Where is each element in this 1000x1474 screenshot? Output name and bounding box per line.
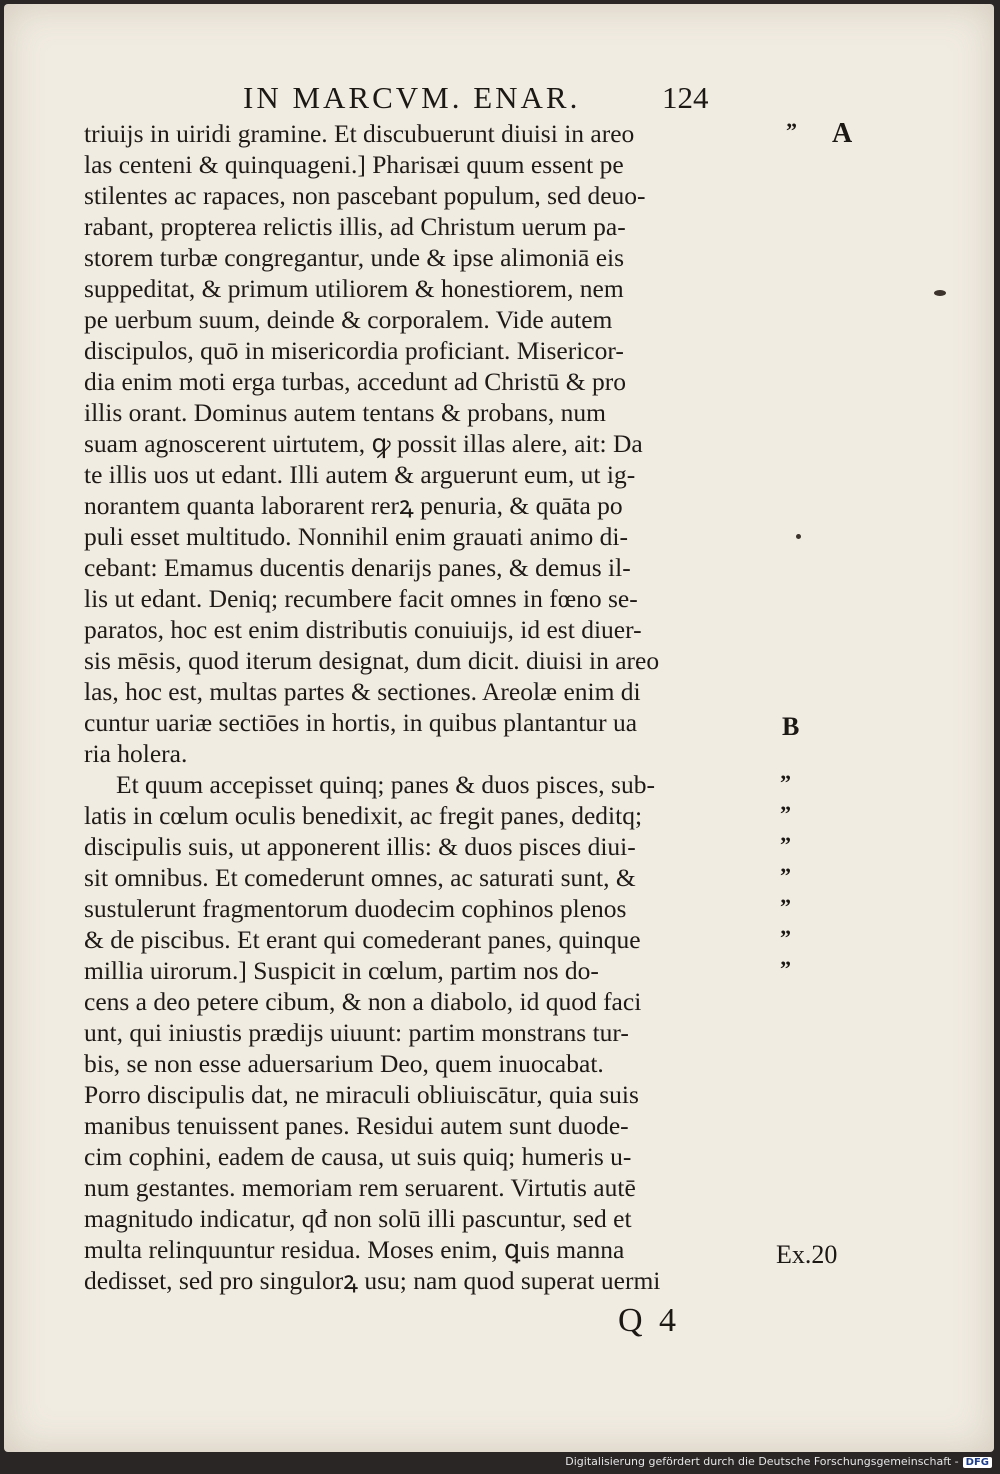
- text-line: millia uirorum.] Suspicit in cœlum, partim nos do-: [84, 956, 599, 985]
- text-line: las centeni & quinquageni.] Pharisæi quum essent pe: [84, 150, 624, 179]
- text-line: dedisset, sed pro singulorꝝ usu; nam quod superat uermi: [84, 1266, 661, 1295]
- ink-spot: [796, 534, 801, 539]
- text-line: suppeditat, & primum utiliorem & honestiorem, nem: [84, 274, 624, 303]
- text-line: lis ut edant. Deniq; recumbere facit omnes in fœno se-: [84, 584, 638, 613]
- quote-mark: ”: [780, 894, 792, 919]
- quote-mark: ”: [780, 832, 792, 857]
- text-line: ria holera.: [84, 739, 188, 768]
- text-line: storem turbæ congregantur, unde & ipse alimoniā eis: [84, 243, 625, 272]
- text-line: dia enim moti erga turbas, accedunt ad Christū & pro: [84, 367, 626, 396]
- quote-mark: ”: [780, 770, 792, 795]
- text-line: cuntur uariæ sectiōes in hortis, in quibus plantantur ua: [84, 708, 638, 737]
- digitization-credit: [565, 1455, 992, 1468]
- text-line: discipulis suis, ut apponerent illis: & duos pisces diui-: [84, 832, 636, 861]
- margin-letter-a: A: [832, 118, 853, 149]
- ink-spot: [934, 290, 946, 296]
- text-line: te illis uos ut edant. Illi autem & arguerunt eum, ut ig-: [84, 460, 636, 489]
- text-line: puli esset multitudo. Nonnihil enim grauati animo di-: [84, 522, 628, 551]
- text-line: suam agnoscerent uirtutem, ꝙ possit illas alere, ait: Da: [84, 429, 643, 458]
- text-line: cim cophini, eadem de causa, ut suis quiq; humeris u-: [84, 1142, 632, 1171]
- text-line: & de piscibus. Et erant qui comederant panes, quinque: [84, 925, 641, 954]
- credit-text: Digitalisierung gefördert durch die Deutsche Forschungsgemeinschaft -: [565, 1455, 959, 1468]
- text-line: pe uerbum suum, deinde & corporalem. Vide autem: [84, 305, 613, 334]
- text-line: bis, se non esse aduersarium Deo, quem inuocabat.: [84, 1049, 604, 1078]
- text-line: unt, qui iniustis prædijs uiuunt: partim monstrans tur-: [84, 1018, 629, 1047]
- text-line: paratos, hoc est enim distributis conuiuijs, id est diuer-: [84, 615, 642, 644]
- text-line: manibus tenuissent panes. Residui autem sunt duode-: [84, 1111, 629, 1140]
- text-line: Porro discipulis dat, ne miraculi obliuiscātur, quia suis: [84, 1080, 639, 1109]
- text-line: norantem quanta laborarent rerꝝ penuria, & quāta po: [84, 491, 623, 520]
- dfg-logo: DFG: [963, 1457, 992, 1468]
- text-line: stilentes ac rapaces, non pascebant populum, sed deuo-: [84, 181, 646, 210]
- quote-mark: ”: [780, 863, 792, 888]
- quote-mark: ”: [780, 956, 792, 981]
- quote-mark: ”: [780, 925, 792, 950]
- text-line: triuijs in uiridi gramine. Et discubuerunt diuisi in areo: [84, 119, 635, 148]
- text-line: rabant, propterea relictis illis, ad Christum uerum pa-: [84, 212, 626, 241]
- folio-number: 124: [662, 80, 709, 115]
- text-line: multa relinquuntur residua. Moses enim, ꝗuis manna: [84, 1235, 625, 1264]
- margin-reference: Ex.20: [776, 1240, 838, 1269]
- text-line: cebant: Emamus ducentis denarijs panes, & demus il-: [84, 553, 631, 582]
- text-line: Et quum accepisset quinq; panes & duos pisces, sub-: [116, 770, 655, 799]
- text-line: num gestantes. memoriam rem seruarent. Virtutis autē: [84, 1173, 636, 1202]
- signature-mark: Q 4: [618, 1302, 681, 1339]
- text-line: cens a deo petere cibum, & non a diabolo, id quod faci: [84, 987, 642, 1016]
- text-line: sit omnibus. Et comederunt omnes, ac saturati sunt, &: [84, 863, 636, 892]
- main-text-block: [84, 118, 774, 1296]
- text-line: magnitudo indicatur, qđ non solū illi pascuntur, sed et: [84, 1204, 632, 1233]
- text-line: las, hoc est, multas partes & sectiones. Areolæ enim di: [84, 677, 641, 706]
- text-line: latis in cœlum oculis benedixit, ac fregit panes, deditq;: [84, 801, 643, 830]
- text-line: discipulos, quō in misericordia proficiant. Misericor-: [84, 336, 624, 365]
- text-line: sis mēsis, quod iterum designat, dum dicit. diuisi in areo: [84, 646, 660, 675]
- text-line: illis orant. Dominus autem tentans & probans, num: [84, 398, 606, 427]
- quote-mark: ”: [780, 801, 792, 826]
- text-line: sustulerunt fragmentorum duodecim cophinos plenos: [84, 894, 627, 923]
- margin-letter-b: B: [782, 712, 800, 741]
- quote-mark: ”: [786, 118, 798, 143]
- running-head: IN MARCVM. ENAR.: [243, 80, 581, 115]
